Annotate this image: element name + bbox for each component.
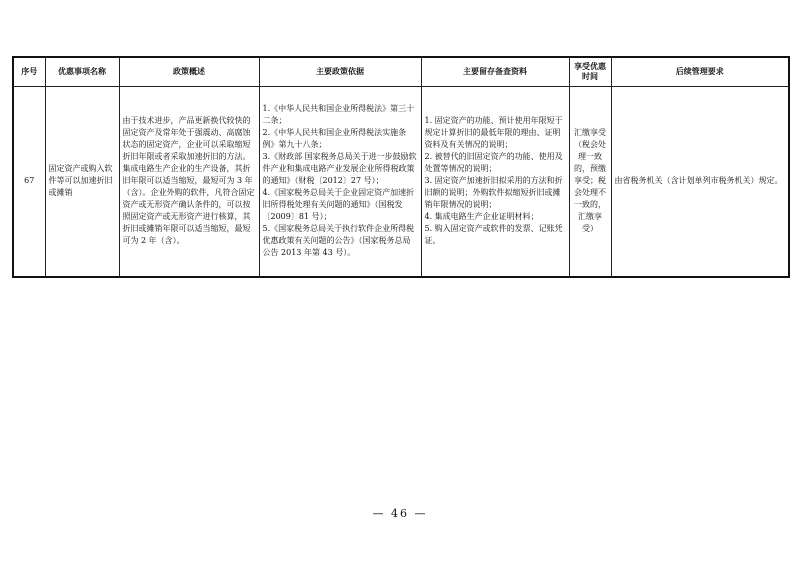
row-records	[421, 87, 569, 277]
record-item: 4. 集成电路生产企业证明材料；	[424, 212, 539, 222]
table-header-row	[13, 57, 789, 87]
header-timing: 享受优惠时间	[569, 57, 611, 87]
basis-item: 5.《国家税务总局关于执行软件企业所得税优惠政策有关问题的公告》（国家税务总局公告 2013 年第 43 号）。	[262, 224, 415, 258]
row-overview: 由于技术进步，产品更新换代较快的固定资产及常年处于强震动、高腐蚀状态的固定资产，企业可以采取缩短折旧年限或者采取加速折旧的方法。集成电路生产企业的生产设备，其折旧年限可以适当缩短，最短可为 3 年（含）。企业外购的软件，凡符合固定资产或无形资产确认条件的，可以按照固定资产或无形资产进行核算，其折旧或摊销年限可以适当缩短，最短可为 2 年（含）。	[119, 87, 259, 277]
policy-table	[12, 56, 790, 278]
row-followup: 由省税务机关（含计划单列市税务机关）规定。	[611, 87, 789, 277]
header-item-name: 优惠事项名称	[45, 57, 119, 87]
header-overview: 政策概述	[119, 57, 259, 87]
header-basis: 主要政策依据	[259, 57, 421, 87]
page-number: — 46 —	[372, 507, 428, 520]
record-item: 3. 固定资产加速折旧拟采用的方法和折旧额的说明；外购软件拟缩短折旧或摊销年限情况的说明；	[424, 176, 563, 210]
row-item-name: 固定资产或购入软件等可以加速折旧或摊销	[45, 87, 119, 277]
row-basis	[259, 87, 421, 277]
basis-item: 1.《中华人民共和国企业所得税法》第三十二条；	[262, 104, 415, 126]
header-followup: 后续管理要求	[611, 57, 789, 87]
row-seq: 67	[13, 87, 45, 277]
header-seq: 序号	[13, 57, 45, 87]
basis-item: 4.《国家税务总局关于企业固定资产加速折旧所得税处理有关问题的通知》（国税发〔2009〕81 号）；	[262, 188, 415, 222]
header-records: 主要留存备查资料	[421, 57, 569, 87]
record-item: 1. 固定资产的功能、预计使用年限短于规定计算折旧的最低年限的理由、证明资料及有关情况的说明；	[424, 116, 563, 150]
table-row	[13, 87, 789, 277]
basis-item: 3.《财政部 国家税务总局关于进一步鼓励软件产业和集成电路产业发展企业所得税政策的通知》（财税〔2012〕27 号）；	[262, 152, 417, 186]
row-timing: 汇缴享受（税会处理一致的，预缴享受；税会处理不一致的，汇缴享受）	[569, 87, 611, 277]
record-item: 2. 被替代的旧固定资产的功能、使用及处置等情况的说明；	[424, 152, 563, 174]
basis-item: 2.《中华人民共和国企业所得税法实施条例》第九十八条；	[262, 128, 407, 150]
record-item: 5. 购入固定资产或软件的发票、记账凭证。	[424, 224, 563, 246]
